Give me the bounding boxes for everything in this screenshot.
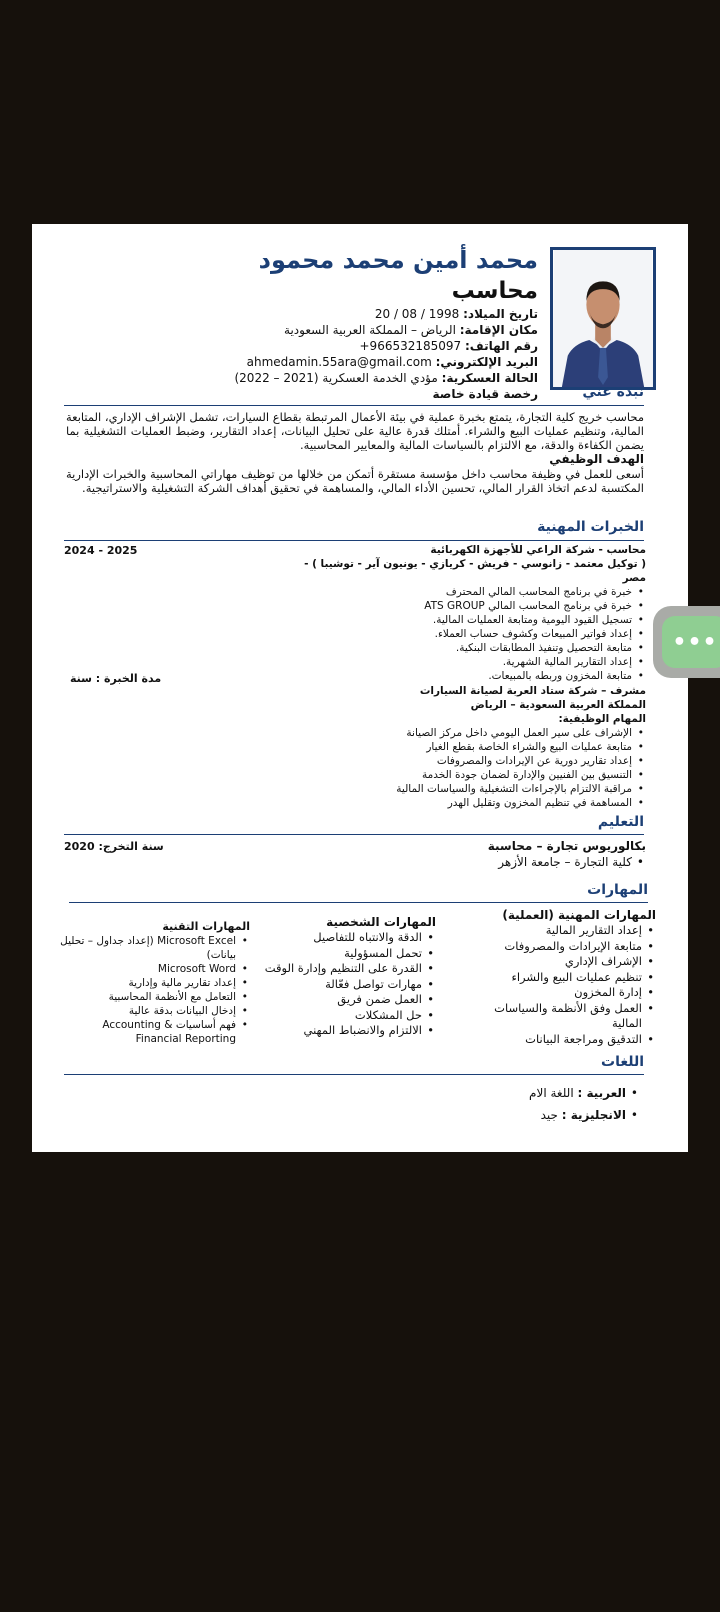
skills-title: المهارات <box>587 882 648 898</box>
job-title: محاسب <box>451 278 538 304</box>
list-item: • فهم أساسيات Accounting & Financial Reporting <box>60 1018 250 1046</box>
about-section <box>66 410 644 495</box>
list-item: • التدقيق ومراجعة البيانات <box>461 1032 656 1048</box>
job2-subheading: المملكة العربية السعودية – الرياض <box>470 699 646 711</box>
list-item: • مراقبة الالتزام بالإجراءات التشغيلية والسياسات المالية <box>286 782 646 796</box>
cv-header <box>218 244 538 402</box>
job1-subheading: ( توكيل معتمد - زانوسي - فريش - كريازي - يونيون آير - توشيبا ) - مصر <box>304 558 646 584</box>
list-item: • متابعة الإيرادات والمصروفات <box>461 939 656 955</box>
languages-list <box>529 1082 640 1126</box>
phone-number: رقم الهاتف: +966532185097 <box>359 339 538 353</box>
experience-title: الخبرات المهنية <box>537 519 644 535</box>
list-item: • خبرة في برنامج المحاسب المالي المحترف <box>286 585 646 599</box>
job2-tasks <box>286 726 646 810</box>
job1-tasks <box>286 585 646 683</box>
education-section <box>286 838 646 870</box>
personal-skills <box>256 914 436 1039</box>
list-item: • الدقة والانتباه للتفاصيل <box>256 930 436 946</box>
list-item: • الإشراف الإداري <box>461 954 656 970</box>
list-item: • تسجيل القيود اليومية ومتابعة العمليات المالية. <box>286 613 646 627</box>
list-item: • التعامل مع الأنظمة المحاسبية <box>60 990 250 1004</box>
language-english: • الانجليزية : جيد <box>529 1104 640 1126</box>
list-item: • العمل وفق الأنظمة والسياسات المالية <box>461 1001 656 1032</box>
residence: مكان الإقامة: الرياض – المملكة العربية السعودية <box>284 323 538 337</box>
list-item: • تنظيم عمليات البيع والشراء <box>461 970 656 986</box>
list-item: • خبرة في برنامج المحاسب المالي ATS GROUP <box>286 599 646 613</box>
list-item: • مهارات تواصل فعّالة <box>256 977 436 993</box>
more-options-button[interactable] <box>662 616 720 668</box>
driving-license: رخصة قيادة خاصة <box>432 387 538 401</box>
objective-title: الهدف الوظيفي <box>549 452 644 466</box>
professional-skills <box>461 907 656 1047</box>
experience-divider <box>64 540 644 541</box>
list-item: • إدخال البيانات بدقة عالية <box>60 1004 250 1018</box>
list-item: • إعداد التقارير المالية <box>461 923 656 939</box>
languages-divider <box>64 1074 644 1075</box>
professional-skills-title: المهارات المهنية (العملية) <box>502 908 656 922</box>
technical-skills-title: المهارات التقنية <box>162 920 250 933</box>
list-item: • تحمل المسؤولية <box>256 946 436 962</box>
more-dots-icon: ••• <box>672 629 718 655</box>
school: • كلية التجارة – جامعة الأزهر <box>286 854 646 870</box>
list-item: • إعداد فواتير المبيعات وكشوف حساب العملاء. <box>286 627 646 641</box>
language-arabic: • العربية : اللغة الام <box>529 1082 640 1104</box>
job2-tasks-title: المهام الوظيفية: <box>558 713 646 725</box>
experience-duration: مدة الخبرة : سنة <box>70 672 162 685</box>
job1-heading: محاسب - شركة الراعي للأجهزة الكهربائية <box>430 544 646 556</box>
job2 <box>286 684 646 810</box>
degree: بكالوريوس تجارة – محاسبة <box>487 839 646 853</box>
list-item: • متابعة المخزون وربطه بالمبيعات. <box>286 669 646 683</box>
technical-skills <box>60 920 250 1046</box>
education-divider <box>64 834 644 835</box>
list-item: • التنسيق بين الفنيين والإدارة لضمان جودة الخدمة <box>286 768 646 782</box>
list-item: • العمل ضمن فريق <box>256 992 436 1008</box>
job1-dates: 2024 - 2025 <box>64 544 138 557</box>
list-item: • إعداد التقارير المالية الشهرية. <box>286 655 646 669</box>
about-divider <box>64 405 644 406</box>
military-status: الحالة العسكرية: مؤدي الخدمة العسكرية (2021 – 2022) <box>234 371 538 385</box>
list-item: • Microsoft Excel (إعداد جداول – تحليل بيانات) <box>60 934 250 962</box>
list-item: • حل المشكلات <box>256 1008 436 1024</box>
personal-skills-title: المهارات الشخصية <box>326 915 436 929</box>
birth-date: تاريخ الميلاد: 20 / 08 / 1998 <box>374 307 538 321</box>
email-address: البريد الإلكتروني: ahmedamin.55ara@gmail.com <box>246 355 538 369</box>
list-item: • إعداد تقارير مالية وإدارية <box>60 976 250 990</box>
list-item: • Microsoft Word <box>60 962 250 976</box>
languages-title: اللغات <box>601 1054 644 1070</box>
job2-heading: مشرف – شركة ستاد العربة لصيانة السيارات <box>419 685 646 697</box>
education-title: التعليم <box>597 814 644 830</box>
list-item: • متابعة عمليات البيع والشراء الخاصة بقطع الغيار <box>286 740 646 754</box>
person-name: محمد أمين محمد محمود <box>258 246 538 274</box>
list-item: • القدرة على التنظيم وإدارة الوقت <box>256 961 436 977</box>
about-text: محاسب خريج كلية التجارة، يتمتع بخبرة عملية في بيئة الأعمال المرتبطة بقطاع السيارات، تشمل الإشراف الإداري، المتابعة المالية، وتنظيم عمليات البيع والشراء. أمتلك قدرة عالية على تحليل البيانات، إعداد التقارير، وضبط العمليات التشغيلية بما يضمن الكفاءة والدقة، مع الالتزام بالسياسات المالية والمعايير المحاسبية. <box>66 410 644 452</box>
job1 <box>286 543 646 683</box>
list-item: • الالتزام والانضباط المهني <box>256 1023 436 1039</box>
list-item: • متابعة التحصيل وتنفيذ المطابقات البنكية. <box>286 641 646 655</box>
profile-photo <box>550 247 656 390</box>
about-title: نبذة عني <box>582 384 644 400</box>
list-item: • الإشراف على سير العمل اليومي داخل مركز الصيانة <box>286 726 646 740</box>
objective-text: أسعى للعمل في وظيفة محاسب داخل مؤسسة مستقرة أتمكن من خلالها من توظيف مهاراتي المحاسبية والخبرات الإدارية المكتسبة لدعم اتخاذ القرار المالي، تحسين الأداء المالي، والمساهمة في تحقيق أهداف الشركة التشغيلية والاستراتيجية. <box>66 467 644 495</box>
list-item: • إعداد تقارير دورية عن الإيرادات والمصروفات <box>286 754 646 768</box>
cv-page <box>32 224 688 1152</box>
graduation-year: سنة التخرج: 2020 <box>64 840 164 853</box>
list-item: • المساهمة في تنظيم المخزون وتقليل الهدر <box>286 796 646 810</box>
list-item: • إدارة المخزون <box>461 985 656 1001</box>
skills-divider <box>69 902 648 903</box>
